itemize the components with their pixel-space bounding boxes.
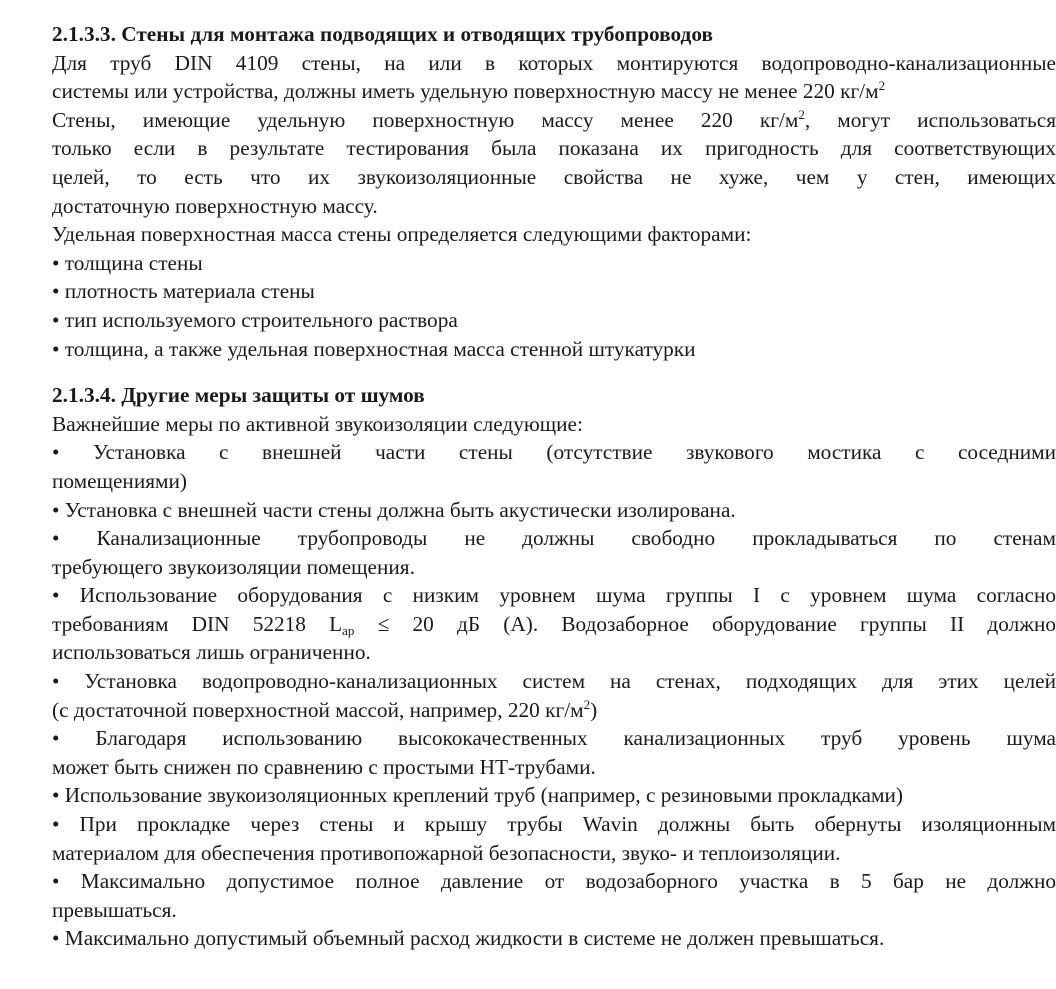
list-item: • Использование оборудования с низким уровнем шума группы I с уровнем шума согласно xyxy=(52,583,1056,608)
list-item-continuation: материалом для обеспечения противопожарной безопасности, звуко- и теплоизоляции. xyxy=(52,840,841,865)
list-item: • Использование звукоизоляционных креплений труб (например, с резиновыми прокладками) xyxy=(52,783,903,808)
list-item-continuation xyxy=(52,696,1056,725)
list-item: • тип используемого строительного раствора xyxy=(52,307,458,332)
paragraph-line xyxy=(52,106,1056,135)
list-item-continuation: использоваться лишь ограниченно. xyxy=(52,640,371,665)
text-run: , могут использоваться xyxy=(804,107,1056,132)
list-item: • плотность материала стены xyxy=(52,279,315,304)
superscript: 2 xyxy=(878,78,886,94)
paragraph-line: целей, то есть что их звукоизоляционные свойства не хуже, чем у стен, имеющих xyxy=(52,164,1056,189)
paragraph-line: Важнейшие меры по активной звукоизоляции следующие: xyxy=(52,411,583,436)
superscript: 2 xyxy=(798,106,805,122)
list-item: • При прокладке через стены и крышу трубы Wavin должны быть обернуты изоляционным xyxy=(52,812,1056,837)
list-item-continuation: может быть снижен по сравнению с простыми НТ-трубами. xyxy=(52,754,596,779)
list-item: • Установка с внешней части стены должна быть акустически изолирована. xyxy=(52,497,736,522)
text-run: ) xyxy=(590,697,598,722)
list-item-continuation xyxy=(52,610,1056,639)
list-item-continuation: превышаться. xyxy=(52,897,177,922)
list-item: • Благодаря использованию высококачественных канализационных труб уровень шума xyxy=(52,726,1056,751)
section-heading-noise: 2.1.3.4. Другие меры защиты от шумов xyxy=(52,383,425,408)
subscript: ap xyxy=(342,622,355,638)
text-run: ≤ 20 дБ (А). Водозаборное оборудование группы II должно xyxy=(354,611,1056,636)
list-item: • толщина стены xyxy=(52,250,203,275)
list-item-continuation: помещениями) xyxy=(52,468,187,493)
list-item: • Установка водопроводно-канализационных систем на стенах, подходящих для этих целей xyxy=(52,669,1056,694)
list-item: • Канализационные трубопроводы не должны свободно прокладываться по стенам xyxy=(52,526,1056,551)
paragraph-line xyxy=(52,77,1056,106)
superscript: 2 xyxy=(583,696,591,712)
document-page xyxy=(52,20,1056,953)
paragraph-line: Для труб DIN 4109 стены, на или в которых монтируются водопроводно-канализационные xyxy=(52,50,1056,75)
list-item: • Установка с внешней части стены (отсутствие звукового мостика с соседними xyxy=(52,440,1056,465)
list-item: • Максимально допустимый объемный расход жидкости в системе не должен превышаться. xyxy=(52,926,885,951)
text-run: Стены, имеющие удельную поверхностную массу менее 220 кг/м xyxy=(52,107,799,132)
text-run: (с достаточной поверхностной массой, например, 220 кг/м xyxy=(52,697,584,722)
paragraph-line: Удельная поверхностная масса стены определяется следующими факторами: xyxy=(52,222,752,247)
list-item: • Максимально допустимое полное давление от водозаборного участка в 5 бар не должно xyxy=(52,869,1056,894)
list-item-continuation: требующего звукоизоляции помещения. xyxy=(52,554,415,579)
section-heading-walls: 2.1.3.3. Стены для монтажа подводящих и отводящих трубопроводов xyxy=(52,22,713,46)
paragraph-line: только если в результате тестирования была показана их пригодность для соответствующих xyxy=(52,136,1056,161)
paragraph-line: достаточную поверхностную массу. xyxy=(52,193,378,218)
list-item: • толщина, а также удельная поверхностная масса стенной штукатурки xyxy=(52,336,696,361)
text-run: требованиям DIN 52218 L xyxy=(52,611,343,636)
text-run: системы или устройства, должны иметь удельную поверхностную массу не менее 220 кг/м xyxy=(52,79,879,104)
section-spacer xyxy=(52,363,1056,381)
